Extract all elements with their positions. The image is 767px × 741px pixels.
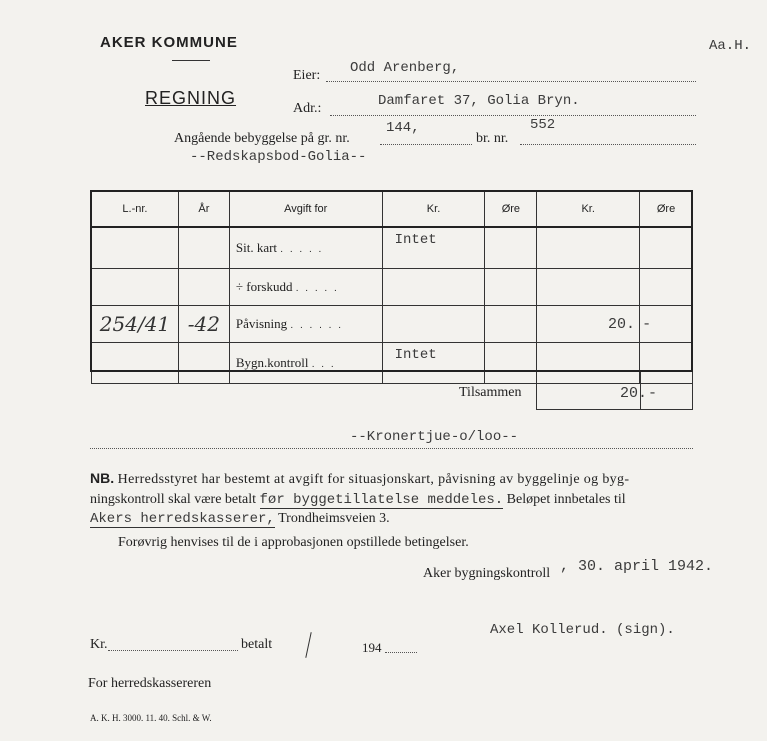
cell-ore-1 (485, 269, 537, 306)
kr-line (108, 650, 238, 651)
adr-value: Damfaret 37, Golia Bryn. (378, 93, 580, 109)
amount-words-line (90, 448, 693, 449)
header-year: År (178, 192, 229, 228)
nb-lead: NB. (90, 470, 115, 486)
cell-kr-2: 20. (537, 306, 640, 343)
cell-ore-2 (640, 269, 693, 306)
cell-lnr (92, 343, 179, 384)
nb-line-3 (90, 511, 390, 527)
nb-line-4: Forøvrig henvises til de i approbasjonen opstillede betingelser. (118, 535, 469, 550)
br-nr-line (520, 144, 696, 145)
header-kr-2: Kr. (537, 192, 640, 228)
item-label: ÷ forskudd (235, 279, 293, 294)
cell-ore-1 (485, 306, 537, 343)
nb-line-2-a: ningskontroll skal være betalt (90, 492, 257, 507)
br-nr-value: 552 (530, 117, 556, 133)
for-herredskassereren: For herredskassereren (88, 676, 212, 691)
document-title: REGNING (145, 88, 237, 108)
nb-line-1 (90, 470, 629, 488)
eier-value: Odd Arenberg, (350, 60, 460, 76)
gr-nr-value: 144, (386, 120, 420, 136)
nb-line-3-a: Akers herredskasserer, (90, 511, 275, 527)
leader-dots: . . . (311, 359, 336, 370)
cell-ore-1 (485, 343, 537, 384)
header-ore-2: Øre (640, 192, 693, 228)
br-nr-label: br. nr. (476, 131, 509, 146)
property-prefix: Angående bebyggelse på gr. nr. (174, 131, 350, 146)
cell-lnr (92, 269, 179, 306)
cell-item (229, 227, 382, 269)
cell-item (229, 269, 382, 306)
table-header-row (92, 192, 693, 228)
signature: Axel Kollerud. (sign). (490, 622, 675, 638)
cell-kr-2 (537, 227, 640, 269)
cell-ore-1 (485, 227, 537, 269)
signoff-date: , 30. april 1942. (560, 558, 714, 575)
amount-words: --Kronertjue-o/loo-- (350, 429, 519, 445)
cell-kr-1 (382, 306, 485, 343)
print-code: A. K. H. 3000. 11. 40. Schl. & W. (90, 713, 212, 723)
table-row (92, 227, 693, 269)
eier-label: Eier: (293, 68, 321, 83)
cell-lnr: 254/41 (92, 306, 179, 343)
property-description: --Redskapsbod-Golia-- (190, 149, 367, 165)
gr-nr-line (380, 144, 472, 145)
corner-code: Aa.H. (709, 38, 752, 54)
header-lnr: L.-nr. (92, 192, 179, 228)
item-label: Påvisning (235, 316, 288, 331)
total-ore: - (648, 385, 658, 402)
cell-year (178, 343, 229, 384)
nb-line-3-b: Trondheimsveien 3. (278, 511, 390, 526)
total-kr: 20. (620, 385, 648, 402)
item-label: Bygn.kontroll (235, 355, 309, 370)
leader-dots: . . . . . (280, 244, 324, 255)
header-rule (172, 60, 210, 61)
cell-item (229, 306, 382, 343)
office-name: Aker bygningskontroll (423, 566, 551, 581)
item-label: Sit. kart (235, 240, 278, 255)
adr-label: Adr.: (293, 101, 322, 116)
cell-ore-2 (640, 227, 693, 269)
organization-name: AKER KOMMUNE (100, 34, 238, 51)
cell-kr-2 (537, 269, 640, 306)
table-row (92, 306, 693, 343)
cell-lnr (92, 227, 179, 269)
header-ore-1: Øre (485, 192, 537, 228)
leader-dots: . . . . . . (290, 320, 343, 331)
kr-label: Kr. (90, 637, 108, 652)
table-row (92, 269, 693, 306)
nb-line-1-text: Herredsstyret har bestemt at avgift for situasjonskart, påvisning av byggelinje og byg- (117, 472, 630, 487)
year-prefix: 194 (362, 640, 382, 655)
total-box (536, 372, 693, 410)
betalt-label: betalt (241, 637, 273, 652)
header-kr-1: Kr. (382, 192, 485, 228)
cell-kr-1: Intet (382, 343, 485, 384)
cell-kr-1 (382, 269, 485, 306)
nb-line-2-b: før byggetillatelse meddeles. (259, 492, 504, 508)
fee-table (91, 191, 693, 384)
header-item: Avgift for (229, 192, 382, 228)
nb-line-2-c: Beløpet innbetales til (506, 492, 626, 507)
total-label: Tilsammen (459, 385, 522, 400)
cell-year (178, 227, 229, 269)
cell-year (178, 269, 229, 306)
slash-mark (305, 632, 311, 658)
adr-line (330, 115, 696, 116)
cell-year: -42 (178, 306, 229, 343)
year-line (385, 652, 417, 653)
cell-ore-2: - (640, 306, 693, 343)
cell-kr-1: Intet (382, 227, 485, 269)
eier-line (326, 81, 696, 82)
leader-dots: . . . . . (295, 283, 339, 294)
cell-item (229, 343, 382, 384)
nb-line-2 (90, 492, 626, 508)
